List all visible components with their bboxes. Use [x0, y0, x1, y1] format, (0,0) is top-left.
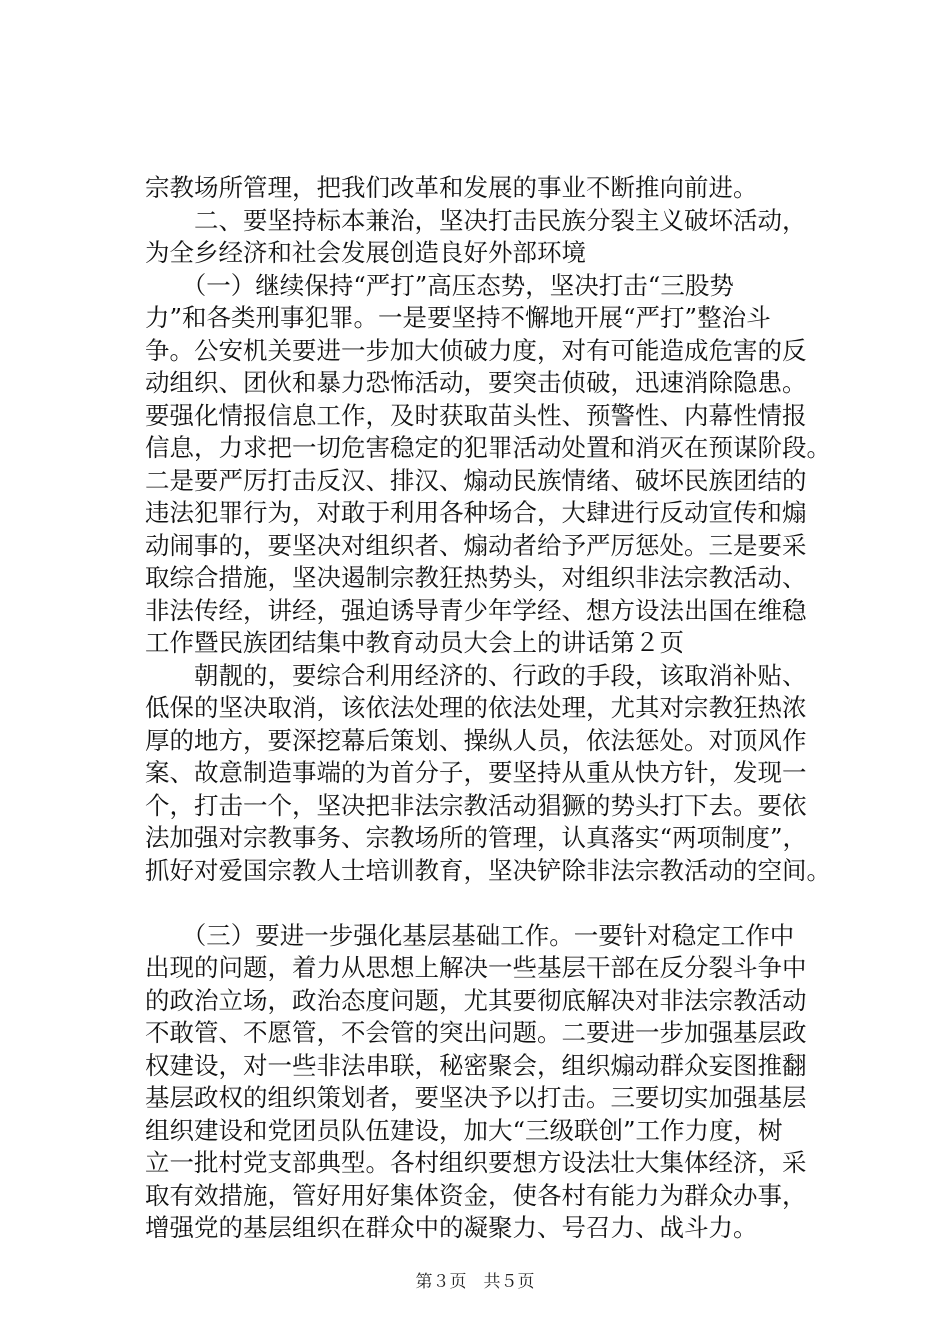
text-line: 抓好对爱国宗教人士培训教育，坚决铲除非法宗教活动的空间。 — [145, 855, 831, 885]
text-line: 法加强对宗教事务、宗教场所的管理，认真落实“两项制度”， — [145, 823, 808, 852]
text-line: 力”和各类刑事犯罪。一是要坚持不懈地开展“严打”整治斗 — [145, 303, 771, 332]
text-line: 朝靓的，要综合利用经济的、行政的手段，该取消补贴、 — [145, 660, 807, 690]
text-line: 不敢管、不愿管，不会管的突出问题。二要进一步加强基层政 — [145, 1018, 807, 1047]
text-line: 低保的坚决取消，该依法处理的依法处理，尤其对宗教狂热浓 — [145, 693, 807, 722]
text-line: 工作暨民族团结集中教育动员大会上的讲话第２页 — [145, 628, 684, 657]
text-line: 基层政权的组织策划者，要坚决予以打击。三要切实加强基层 — [145, 1083, 807, 1112]
text-line: 非法传经，讲经，强迫诱导青少年学经、想方设法出国在维稳 — [145, 595, 807, 625]
text-line: 案、故意制造事端的为首分子，要坚持从重从快方针，发现一 — [145, 758, 807, 787]
text-line: 宗教场所管理，把我们改革和发展的事业不断推向前进。 — [145, 173, 758, 202]
text-line: 个，打击一个，坚决把非法宗教活动猖獗的势头打下去。要依 — [145, 790, 807, 820]
text-line: 动闹事的，要坚决对组织者、煽动者给予严厉惩处。三是要采 — [145, 530, 807, 560]
text-line: 权建设，对一些非法串联，秘密聚会，组织煽动群众妄图推翻 — [145, 1050, 807, 1080]
page-footer: 第３页 共５页 — [415, 1272, 535, 1292]
text-line: 信息，力求把一切危害稳定的犯罪活动处置和消灭在预谋阶段。 — [145, 433, 831, 462]
text-line: （三）要进一步强化基层基础工作。一要针对稳定工作中 — [145, 920, 795, 950]
text-line: 厚的地方，要深挖幕后策划、操纵人员，依法惩处。对顶风作 — [145, 725, 807, 755]
text-line: 二是要严厉打击反汉、排汉、煽动民族情绪、破坏民族团结的 — [145, 465, 807, 495]
text-line: 取综合措施，坚决遏制宗教狂热势头，对组织非法宗教活动、 — [145, 563, 807, 592]
text-line: 的政治立场，政治态度问题，尤其要彻底解决对非法宗教活动 — [145, 985, 807, 1015]
text-line: 二、要坚持标本兼治，坚决打击民族分裂主义破坏活动， — [145, 205, 807, 235]
text-line: 增强党的基层组织在群众中的凝聚力、号召力、战斗力。 — [145, 1213, 758, 1242]
text-line: 组织建设和党团员队伍建设，加大“三级联创”工作力度，树 — [145, 1115, 783, 1145]
text-line: 争。公安机关要进一步加大侦破力度，对有可能造成危害的反 — [145, 335, 807, 365]
text-line: 出现的问题，着力从思想上解决一些基层干部在反分裂斗争中 — [145, 953, 807, 982]
text-line: 取有效措施，管好用好集体资金，使各村有能力为群众办事， — [145, 1180, 807, 1210]
text-line — [145, 887, 825, 919]
text-line: 违法犯罪行为，对敢于利用各种场合，大肆进行反动宣传和煽 — [145, 498, 807, 527]
text-line: 为全乡经济和社会发展创造良好外部环境 — [145, 238, 586, 267]
text-line: 立一批村党支部典型。各村组织要想方设法壮大集体经济，采 — [145, 1148, 807, 1177]
text-line: （一）继续保持“严打”高压态势，坚决打击“三股势 — [145, 270, 734, 300]
text-line: 要强化情报信息工作，及时获取苗头性、预警性、内幕性情报 — [145, 400, 807, 430]
text-line: 动组织、团伙和暴力恐怖活动，要突击侦破，迅速消除隐患。 — [145, 368, 807, 397]
